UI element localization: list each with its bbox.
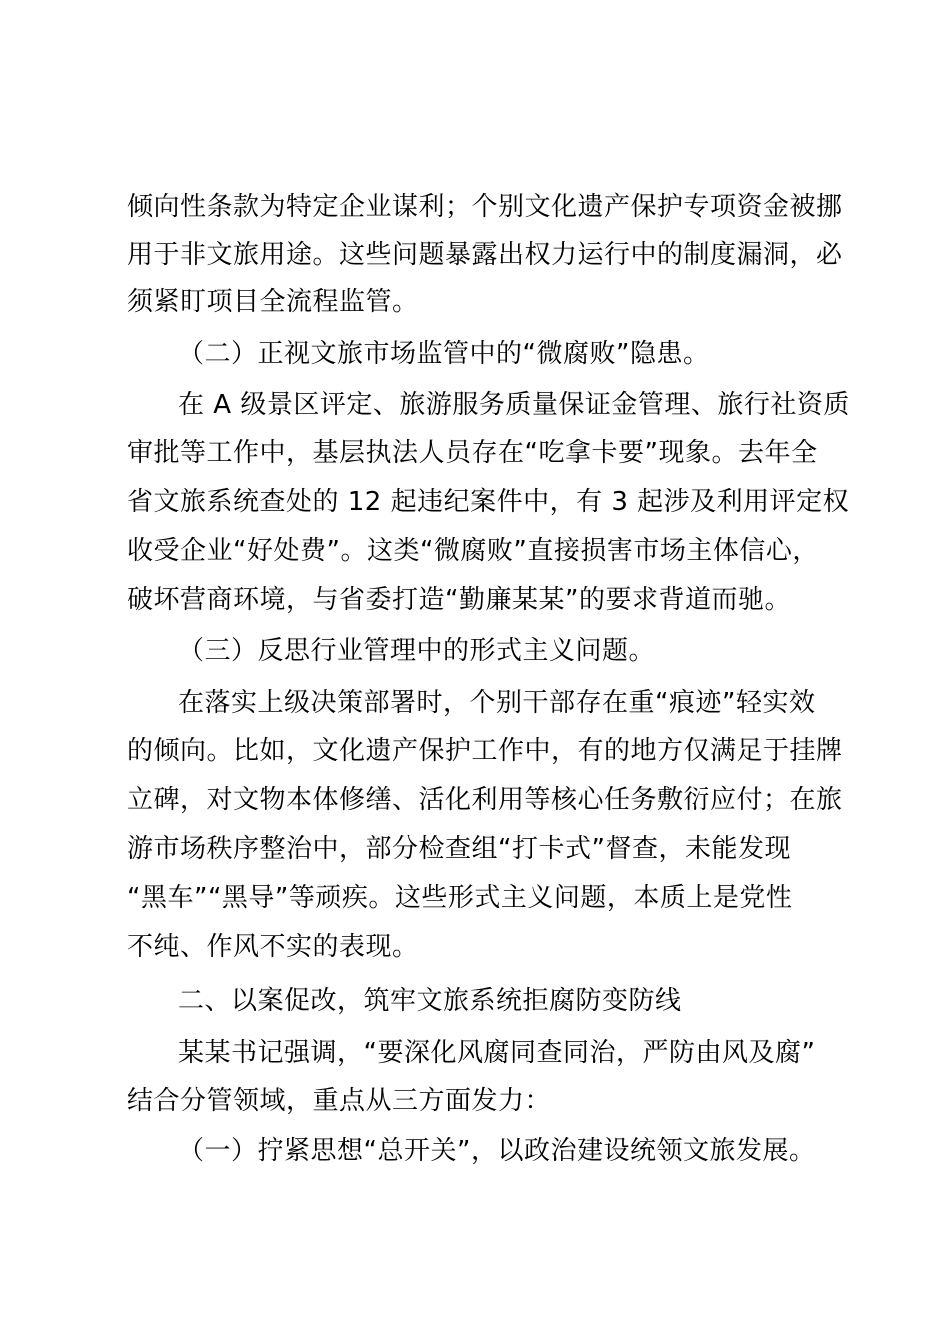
body-text-line: 在 A 级景区评定、旅游服务质量保证金管理、旅行社资质 [178,390,850,420]
body-text-line: 用于非文旅用途。这些问题暴露出权力运行中的制度漏洞，必 [127,240,843,270]
body-text-line: 某某书记强调，“要深化风腐同查同治，严防由风及腐” [178,1038,816,1068]
body-text-line: 立碑，对文物本体修缮、活化利用等核心任务敷衍应付；在旅 [127,785,843,815]
body-text-line: 结合分管领域，重点从三方面发力： [127,1086,552,1116]
body-text-line: 的倾向。比如，文化遗产保护工作中，有的地方仅满足于挂牌 [127,736,843,766]
body-text-line: 在落实上级决策部署时，个别干部存在重“痕迹”轻实效 [178,688,816,718]
body-text-line: 倾向性条款为特定企业谋利；个别文化遗产保护专项资金被挪 [127,192,843,222]
body-text-line: 不纯、作风不实的表现。 [127,932,419,962]
section-subheading: （一）拧紧思想“总开关”，以政治建设统领文旅发展。 [178,1136,816,1166]
body-text-line: 审批等工作中，基层执法人员存在“吃拿卡要”现象。去年全 [127,438,818,468]
body-text-line: 须紧盯项目全流程监管。 [127,287,419,317]
body-text-line: 省文旅系统查处的 12 起违纪案件中，有 3 起涉及利用评定权 [127,487,850,517]
body-text-line: “黑车”“黑导”等顽疾。这些形式主义问题，本质上是党性 [127,883,793,913]
section-subheading: （二）正视文旅市场监管中的“微腐败”隐患。 [178,339,710,369]
body-text-line: 游市场秩序整治中，部分检查组“打卡式”督查，未能发现 [127,834,791,864]
body-text-line: 破坏营商环境，与省委打造“勤廉某某”的要求背道而驰。 [127,585,791,615]
section-heading: 二、以案促改，筑牢文旅系统拒腐防变防线 [178,986,682,1016]
body-text-line: 收受企业“好处费”。这类“微腐败”直接损害市场主体信心， [127,536,819,566]
section-subheading: （三）反思行业管理中的形式主义问题。 [178,636,656,666]
